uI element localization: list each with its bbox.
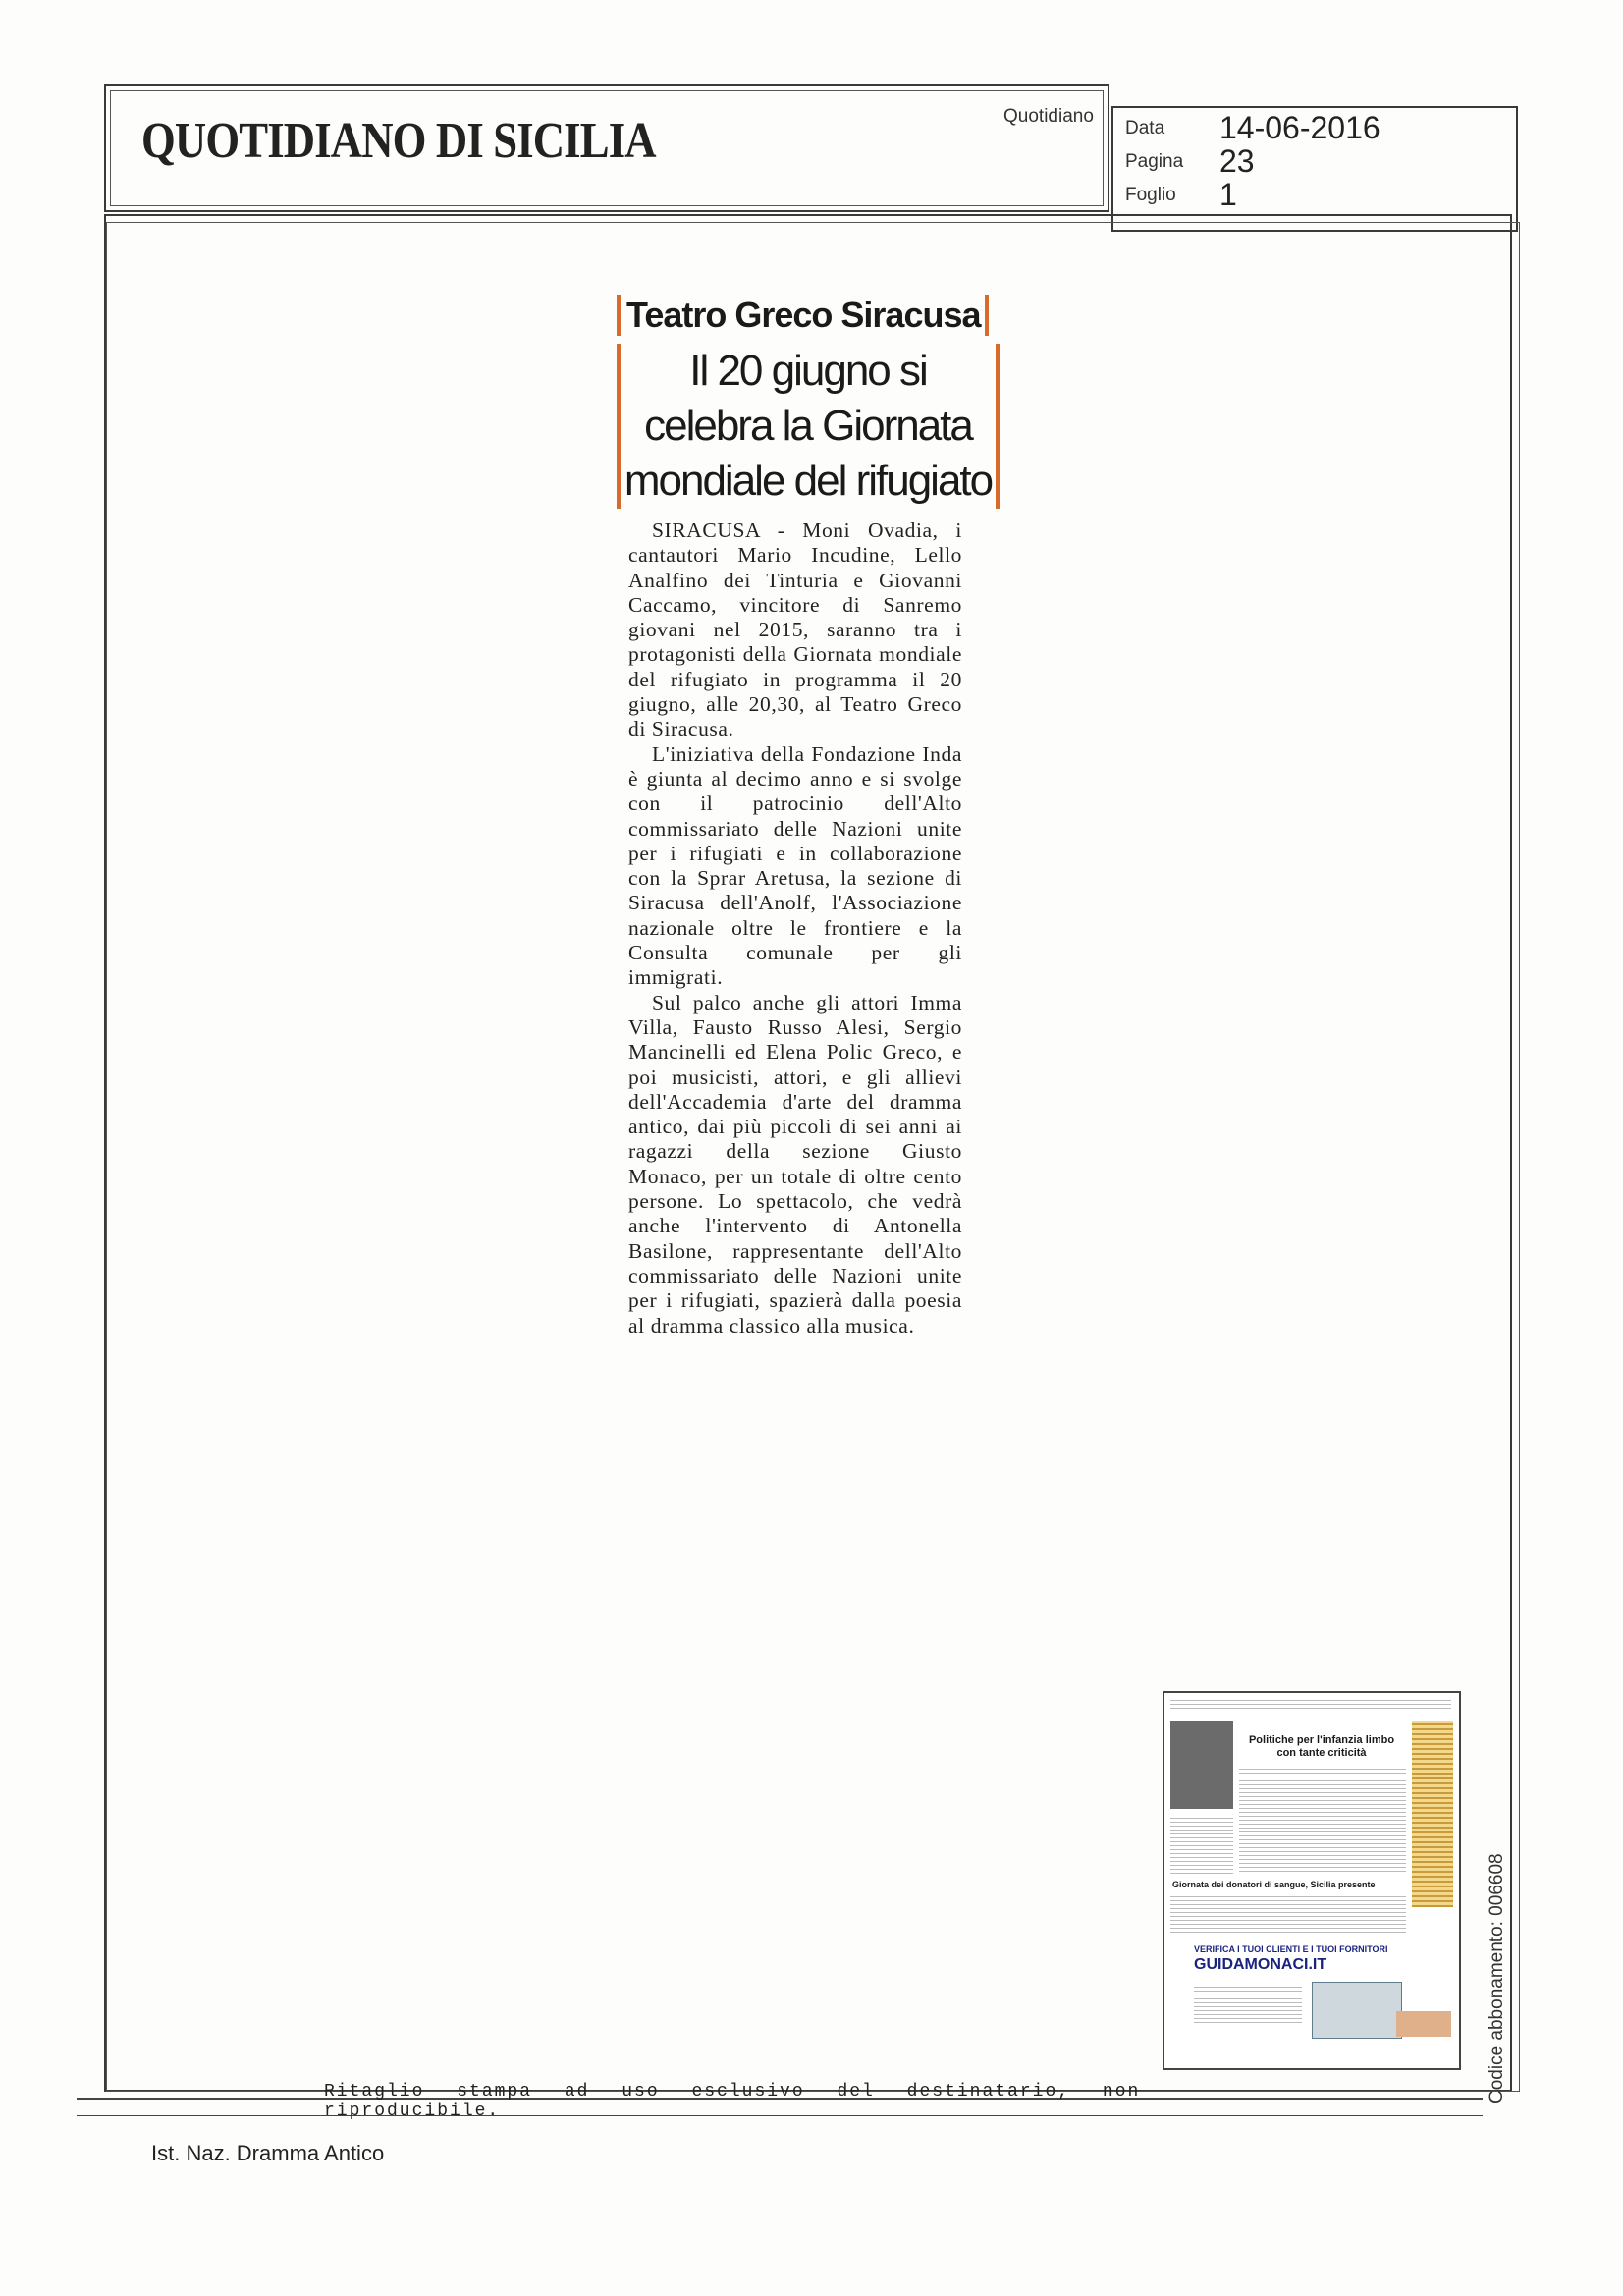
disclaimer-text: Ritaglio stampa ad uso esclusivo del destinatario, non riproducibile. — [324, 2082, 1141, 2121]
thumb-laptop-image — [1312, 1982, 1402, 2039]
masthead-box — [104, 84, 1109, 212]
codice-abbonamento: Codice abbonamento: 006608 — [1487, 1853, 1507, 2104]
meta-box — [1111, 106, 1518, 232]
article-paragraph: SIRACUSA - Moni Ovadia, i cantautori Mario Incudine, Lello Analfino dei Tinturia e Giovanni Caccamo, vincitore di Sanremo giovani nel 2015, saranno tra i protagonisti della Giornata mondiale del rifugiato in programma il 20 giugno, alle 20,30, al Teatro Greco di Siracusa. — [628, 519, 962, 741]
pagina-value: 23 — [1219, 143, 1255, 179]
thumb-hand-image — [1396, 2011, 1451, 2037]
article-body — [628, 519, 962, 1339]
thumb-photo — [1170, 1721, 1233, 1809]
article-paragraph: Sul palco anche gli attori Imma Villa, Fausto Russo Alesi, Sergio Mancinelli ed Elena Polic Greco, e poi musicisti, attori, e gli allievi dell'Accademia d'arte del dramma antico, dai più piccoli di sei anni ai ragazzi della sezione Giusto Monaco, per un totale di oltre cento persone. Lo spettacolo, che vedrà anche l'intervento di Antonella Basilone, rappresentante dell'Alto commissariato delle Nazioni unite per i rifugiati, spazierà dalla poesia al dramma classico alla musica. — [628, 990, 962, 1338]
thumb-ad-line: VERIFICA I TUOI CLIENTI E I TUOI FORNITORI — [1194, 1944, 1388, 1954]
thumb-title: Politiche per l'infanzia limbo con tante criticità — [1248, 1734, 1395, 1759]
thumb-text-block — [1170, 1815, 1233, 1874]
thumb-text-block — [1239, 1766, 1406, 1874]
thumb-banner: Giornata dei donatori di sangue, Sicilia presente — [1172, 1880, 1376, 1889]
source-label: Ist. Naz. Dramma Antico — [151, 2141, 385, 2165]
thumb-text-block — [1194, 1984, 1302, 2023]
frequency-label: Quotidiano — [1003, 106, 1094, 127]
article-kicker: Teatro Greco Siracusa — [617, 295, 989, 336]
front-page-thumbnail — [1163, 1691, 1461, 2070]
newspaper-logo: QUOTIDIANO DI SICILIA — [141, 113, 656, 169]
thumb-header — [1170, 1697, 1451, 1709]
data-value: 14-06-2016 — [1219, 110, 1380, 145]
article-headline: Il 20 giugno si celebra la Giornata mondiale del rifugiato — [617, 344, 1000, 509]
pagina-label: Pagina — [1125, 151, 1184, 172]
thumb-ad-title: GUIDAMONACI.IT — [1194, 1956, 1327, 1973]
thumb-sidebar — [1412, 1721, 1453, 1907]
thumb-text-block — [1170, 1893, 1406, 1933]
foglio-value: 1 — [1219, 177, 1237, 212]
data-label: Data — [1125, 118, 1165, 138]
article-paragraph: L'iniziativa della Fondazione Inda è giunta al decimo anno e si svolge con il patrocinio dell'Alto commissariato delle Nazioni unite per i rifugiati e in collaborazione con la Sprar Aretusa, la sezione di Siracusa dell'Anolf, l'Associazione nazionale oltre le frontiere e la Consulta comunale per gli immigrati. — [628, 741, 962, 990]
foglio-label: Foglio — [1125, 185, 1176, 205]
